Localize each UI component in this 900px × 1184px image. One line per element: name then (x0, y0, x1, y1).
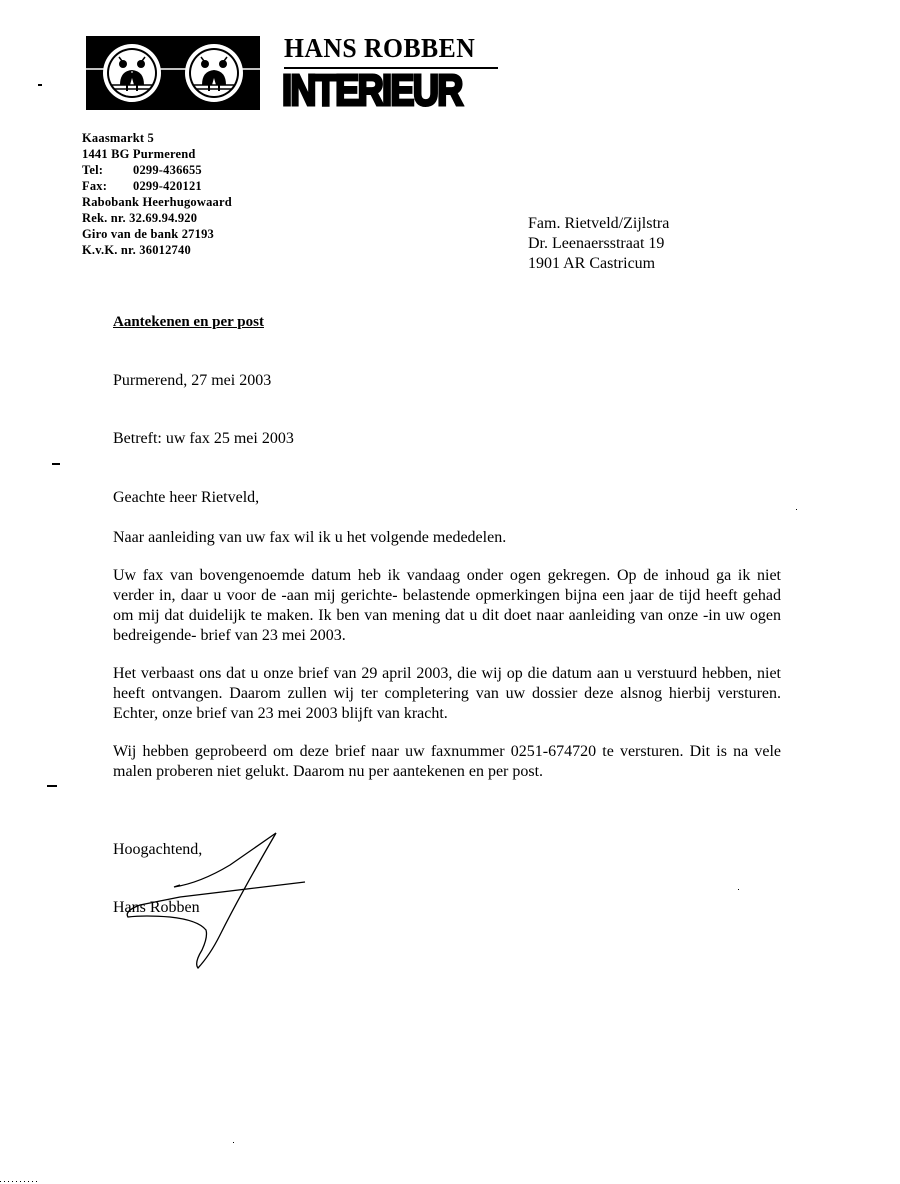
paragraph-1: Naar aanleiding van uw fax wil ik u het volgende mededelen. (113, 529, 507, 546)
paragraph-4: Wij hebben geprobeerd om deze brief naar uw faxnummer 0251-674720 te versturen. Dit is na vele malen proberen niet gelukt. Daarom nu per aantekenen en per post. (113, 743, 781, 780)
address-line: Kaasmarkt 5 (82, 131, 154, 145)
kvk-line: K.v.K. nr. 36012740 (82, 243, 191, 257)
recipient-city: 1901 AR Castricum (528, 255, 656, 272)
place-date: Purmerend, 27 mei 2003 (113, 372, 272, 389)
recipient-address (528, 214, 669, 274)
scan-artifact (47, 785, 57, 787)
salutation: Geachte heer Rietveld, (113, 489, 260, 506)
fax-line: Fax: 0299-420121 (82, 179, 202, 193)
handwritten-signature-icon (110, 825, 320, 980)
giro-line: Giro van de bank 27193 (82, 227, 214, 241)
brand-subtitle: INTERIEUR (282, 66, 462, 115)
recipient-name: Fam. Rietveld/Zijlstra (528, 215, 670, 232)
paragraph-3: Het verbaast ons dat u onze brief van 29 april 2003, die wij op die datum aan u verstuurd hebben, niet heeft ontvangen. Daarom zullen wij ter completering van uw dossier deze alsnog hierbij versturen. Echter, onze brief van 23 mei 2003 blijft van kracht. (113, 665, 781, 722)
scan-artifact (738, 889, 739, 890)
closing: Hoogachtend, (113, 841, 203, 858)
delivery-note: Aantekenen en per post (113, 314, 264, 330)
scan-artifact (38, 84, 42, 86)
address-line: 1441 BG Purmerend (82, 147, 196, 161)
scan-artifact (52, 463, 60, 465)
account-line: Rek. nr. 32.69.94.920 (82, 211, 198, 225)
brand-name: HANS ROBBEN (284, 33, 476, 63)
reference-line: Betreft: uw fax 25 mei 2003 (113, 430, 294, 447)
signatory-name: Hans Robben (113, 899, 200, 916)
scan-artifact (0, 1181, 40, 1182)
paragraph-2: Uw fax van bovengenoemde datum heb ik vandaag onder ogen gekregen. Op de inhoud ga ik niet verder in, daar u voor de -aan mij gerichte- belastende opmerkingen bijna een jaar de tijd heeft gehad om mij dat duidelijk te maken. Ik ben van mening dat u dit doet naar aanleiding van onze -in uw ogen bedreigende- brief van 23 mei 2003. (113, 567, 781, 644)
bank-line: Rabobank Heerhugowaard (82, 195, 232, 209)
scan-artifact (233, 1142, 234, 1143)
scan-artifact (796, 509, 797, 510)
sender-address (82, 130, 232, 258)
seal-logo-icon (86, 36, 260, 110)
recipient-street: Dr. Leenaersstraat 19 (528, 235, 665, 252)
phone-line: Tel: 0299-436655 (82, 163, 202, 177)
